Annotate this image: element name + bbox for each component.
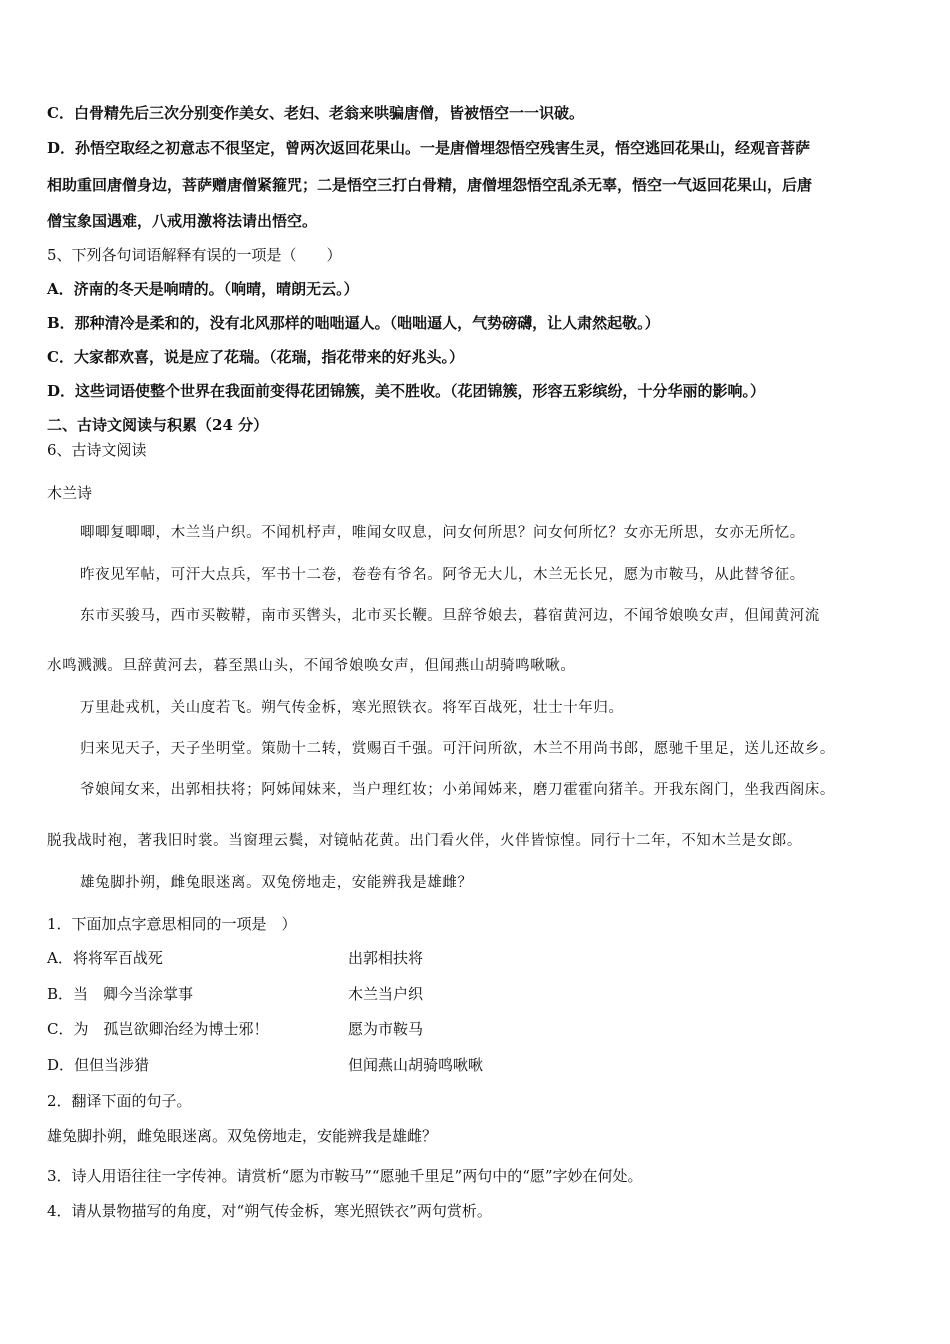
option-right: 但闻燕山胡骑鸣啾啾: [348, 1056, 484, 1074]
poem-line: 万里赴戎机，关山度若飞。朔气传金柝，寒光照铁衣。将军百战死，壮士十年归。: [80, 700, 624, 716]
poem-line: 脱我战时袍，著我旧时裳。当窗理云鬓，对镜帖花黄。出门看火伴，火伴皆惊惶。同行十二年，不知木兰是女郎。: [47, 833, 802, 849]
option-d-journey-line2: 相助重回唐僧身边，菩萨赠唐僧紧箍咒；二是悟空三打白骨精，唐僧埋怨悟空乱杀无辜，悟空一气返回花果山，后唐: [47, 176, 813, 194]
poem-line: 昨夜见军帖，可汗大点兵，军书十二卷，卷卷有爷名。阿爷无大儿，木兰无长兄，愿为市鞍马，从此替爷征。: [80, 567, 805, 583]
sub-question-1-option-d: [47, 1055, 907, 1075]
sub-question-2-sentence: 雄兔脚扑朔，雌兔眼迷离。双兔傍地走，安能辨我是雄雌？: [47, 1127, 438, 1145]
sub-question-1-stem: 1．下面加点字意思相同的一项是 ）: [47, 915, 297, 933]
option-right: 愿为市鞍马: [348, 1020, 424, 1038]
option-right: 木兰当户织: [348, 985, 424, 1003]
option-d-journey-line3: 僧宝象国遇难，八戒用激将法请出悟空。: [47, 212, 318, 230]
question-5-option-d: D．这些词语使整个世界在我面前变得花团锦簇，美不胜收。（花团锦簇，形容五彩缤纷，十分华丽的影响。）: [47, 382, 766, 400]
sub-question-1-option-b: [47, 984, 907, 1004]
option-left: B．当 卿今当涂掌事: [47, 985, 194, 1003]
question-5-stem: 5、下列各句词语解释有误的一项是（ ）: [47, 246, 342, 264]
poem-line: 雄兔脚扑朔，雌兔眼迷离。双兔傍地走，安能辨我是雄雌？: [80, 875, 473, 891]
question-6-label: 6、古诗文阅读: [47, 441, 147, 459]
sub-question-2-stem: 2．翻译下面的句子。: [47, 1092, 192, 1110]
option-left: C．为 孤岂欲卿治经为博士邪！: [47, 1020, 269, 1038]
option-d-journey-line1: D．孙悟空取经之初意志不很坚定，曾两次返回花果山。一是唐僧埋怨悟空残害生灵，悟空逃回花果山，经观音菩萨: [47, 139, 811, 157]
sub-question-4: 4．请从景物描写的角度，对“朔气传金柝，寒光照铁衣”两句赏析。: [47, 1202, 492, 1220]
sub-question-1-option-c: [47, 1019, 907, 1039]
option-c-journey: C．白骨精先后三次分别变作美女、老妇、老翁来哄骗唐僧，皆被悟空一一识破。: [47, 104, 584, 122]
option-left: A．将将军百战死: [47, 949, 163, 967]
poem-line: 归来见天子，天子坐明堂。策勋十二转，赏赐百千强。可汗问所欲，木兰不用尚书郎，愿驰千里足，送儿还故乡。: [80, 741, 835, 757]
option-right: 出郭相扶将: [348, 949, 424, 967]
section-heading-classical: 二、古诗文阅读与积累（24 分）: [47, 416, 269, 434]
sub-question-1-option-a: [47, 948, 907, 968]
option-left: D．但但当涉猎: [47, 1056, 150, 1074]
question-5-option-b: B．那种清冷是柔和的，没有北风那样的咄咄逼人。（咄咄逼人，气势磅礴，让人肃然起敬。）: [47, 314, 660, 332]
poem-title: 木兰诗: [47, 484, 93, 502]
question-5-option-a: A．济南的冬天是响晴的。（响晴，晴朗无云。）: [47, 280, 359, 298]
poem-line: 唧唧复唧唧，木兰当户织。不闻机杼声，唯闻女叹息，问女何所思？问女何所忆？女亦无所思，女亦无所忆。: [80, 525, 805, 541]
poem-line: 水鸣溅溅。旦辞黄河去，暮至黑山头，不闻爷娘唤女声，但闻燕山胡骑鸣啾啾。: [47, 658, 576, 674]
question-5-option-c: C．大家都欢喜，说是应了花瑞。（花瑞，指花带来的好兆头。）: [47, 348, 464, 366]
sub-question-3: 3．诗人用语往往一字传神。请赏析“愿为市鞍马”“愿驰千里足”两句中的“愿”字妙在何处。: [47, 1167, 643, 1185]
poem-line: 爷娘闻女来，出郭相扶将；阿姊闻妹来，当户理红妆；小弟闻姊来，磨刀霍霍向猪羊。开我东阁门，坐我西阁床。: [80, 782, 835, 798]
poem-line: 东市买骏马，西市买鞍鞯，南市买辔头，北市买长鞭。旦辞爷娘去，暮宿黄河边，不闻爷娘唤女声，但闻黄河流: [80, 608, 820, 624]
